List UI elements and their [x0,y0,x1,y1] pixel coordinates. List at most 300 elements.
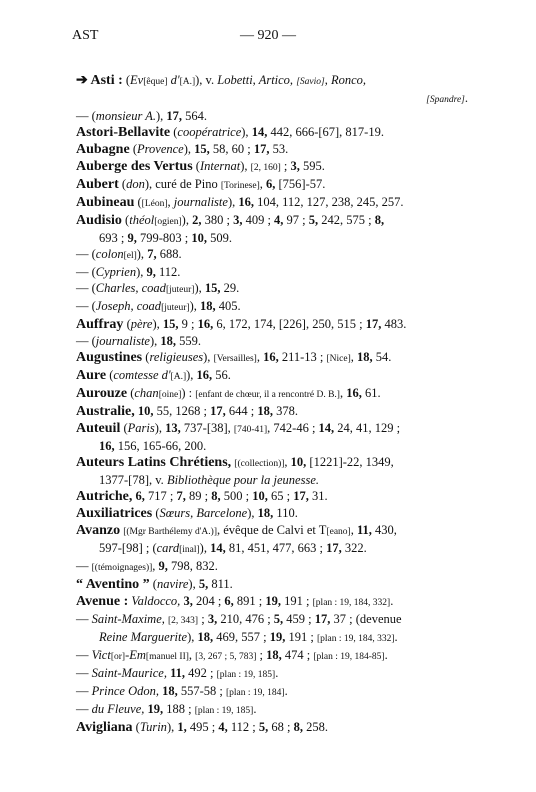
entry-text-run: — ( [76,334,96,348]
entry-text-run: , [259,177,267,191]
entry-text-run: Prince Odon, [91,684,159,698]
entry-text-run: — [76,612,92,626]
entry-text-run: ➔ [76,73,91,88]
entry-text-run: 9 ; [178,317,198,331]
entry-text-run: ( [192,159,200,173]
entry-auteurs-latins-chretiens [76,454,486,472]
entry-text-run: 31. [308,489,328,503]
entry-text-run: Aubineau [76,195,135,210]
entry-text-run: 17, [314,612,331,626]
subentry-monsieur-a [76,108,486,124]
entry-text-run: Avigliana [76,720,133,735]
entry-text-run: 7, [176,489,186,503]
entry-aubagne [76,141,486,158]
entry-auxiliatrices [76,505,486,522]
entry-text-run: 210, 476 ; [217,612,274,626]
entry-text-run: [plan : 19, 184, 332] [312,598,391,608]
entry-text-run: 559. [176,334,202,348]
entry-text-run: Australie, [76,404,135,419]
entry-text-run: — [76,666,92,680]
entry-text-run: 322. [341,541,367,555]
entry-text-run: 4, [218,720,228,734]
entry-asti-continuation [76,90,486,108]
entry-text-run: Vict [91,648,111,662]
entry-text-run: “ Aventino ” [76,577,150,592]
entry-astori-bellavite [76,124,486,141]
subentry-saint-maurice [76,665,486,683]
entry-text-run: 19, [265,594,282,608]
entry-text-run: 6, [266,177,276,191]
entry-text-run: [plan : 19, 185] [194,706,254,716]
entry-text-run: 29. [220,281,240,295]
entry-text-run: ( [122,73,131,87]
entry-text-run: 3, [290,159,300,173]
entry-text-run: Audisio [76,213,122,228]
entry-text-run: Aurouze [76,386,128,401]
entry-text-run: 242, 575 ; [318,213,375,227]
entry-text-run: Auteurs Latins Chrétiens, [76,455,232,470]
entry-text-run: 10, [137,404,154,418]
entry-text-run: 9, [158,559,168,573]
entry-auffray [76,316,486,333]
entry-auteuil [76,420,486,438]
entry-text-run: 15, [162,317,179,331]
entry-text-run: ), [227,195,239,209]
entry-text-run: Reine Marguerite [99,630,188,644]
entry-text-run: Aure [76,368,107,383]
entry-text-run: 18, [266,648,282,662]
entry-audisio-continuation [76,230,486,246]
entry-text-run: 469, 557 ; [213,630,270,644]
entry-text-run: Saint-Maxime, [91,612,165,626]
entry-aubert [76,176,486,194]
entry-text-run: . [464,91,468,105]
entry-auberge-des-vertus [76,158,486,176]
entry-text-run: 1377-[78], v. [99,473,167,487]
entry-text-run: coopératrice [177,125,242,139]
entry-auteuil-continuation [76,438,486,454]
subentry-colonel [76,246,486,264]
entry-text-run: 16, [197,317,214,331]
entry-text-run: 14, [318,421,335,435]
entry-text-run: 500 ; [220,489,253,503]
entry-text-run: 61. [361,386,381,400]
entry-text-run: [manuel II] [145,652,189,662]
entry-text-run: 799-803 ; [136,231,192,245]
entry-text-run: Avenue : [76,594,129,609]
entry-text-run: Internat [199,159,241,173]
entry-aurouze [76,385,486,403]
entry-text-run: ), v. [195,73,218,87]
entry-text-run: Auberge des Vertus [76,159,193,174]
entry-text-run: Turin [139,720,167,734]
entry-text-run: religieuses [149,350,204,364]
entry-text-run: 495 ; [186,720,219,734]
entry-text-run: d' [170,73,180,87]
entry-text-run: 688. [156,247,182,261]
subentry-cyprien [76,264,486,280]
entry-text-run: 17, [210,404,226,418]
entry-text-run: [756]-57. [275,177,326,191]
entry-text-run: [(Mgr Barthélemy d'A.)] [123,527,217,537]
entry-text-run: [inal] [179,545,200,555]
entry-text-run: 6, 172, 174, [226], 250, 515 ; [213,317,366,331]
running-head-section: AST [72,28,99,43]
entry-text-run: [Nice] [326,354,351,364]
entry-text-run: Autriche, [76,489,133,504]
entry-text-run: 4, [274,213,284,227]
subentry-temoignages [76,558,486,576]
entry-text-run: , [324,73,331,87]
entry-avanzo [76,522,486,540]
entry-text-run: 5, [198,577,209,591]
entry-text-run: Auxiliatrices [76,506,153,521]
entry-text-run: ), [136,247,148,261]
entry-text-run: [juteur] [165,285,195,295]
entry-text-run: 3, [183,594,193,608]
entry-text-run: Auteuil [76,421,121,436]
entry-text-run: ), [183,142,195,156]
entry-text-run: , [350,350,358,364]
entry-text-run: 430, [371,523,397,537]
entry-text-run: Provence [136,142,184,156]
entry-text-run: 110. [273,506,298,520]
entry-text-run: 10, [252,489,268,503]
entry-text-run: Cyprien [95,265,137,279]
entry-text-run: card [156,541,180,555]
entry-text-run: Aubert [76,177,119,192]
entry-text-run: 17, [326,541,342,555]
entry-text-run: [êque] [143,77,168,87]
entry-text-run: , [188,648,196,662]
entry-text-run: ), curé de Pino [144,177,221,191]
entry-text-run: ( [149,577,157,591]
entry-text-run: Paris [127,421,155,435]
entry-text-run: [2, 343] [168,616,199,626]
entry-text-run: 380 ; [201,213,234,227]
entry-text-run: — [76,559,92,573]
entry-text-run: ( [127,386,135,400]
entry-text-run: — [76,648,92,662]
entry-text-run: 459 ; [283,612,315,626]
entry-text-run: 442, 666-[67], 817-19. [267,125,384,139]
entry-text-run: 58, 60 ; [209,142,254,156]
entry-text-run: 737-[38], [180,421,234,435]
entry-text-run: [Versailles] [213,354,257,364]
entry-text-run: [juteur] [161,303,190,313]
entry-text-run: 191 ; [285,630,317,644]
entry-text-run: 16, [263,350,279,364]
entry-text-run: ( [121,213,130,227]
entry-text-run: 483. [381,317,407,331]
entry-text-run: don [126,177,145,191]
entry-text-run: 15, [204,281,221,295]
entry-text-run: [740-41] [233,425,268,435]
entry-text-run: — ( [76,109,96,123]
entry-avigliana [76,719,486,736]
entry-avanzo-continuation [76,540,486,558]
page-number: — 920 — [240,28,296,43]
entry-text-run: — [76,702,92,716]
entry-text-run: 54. [372,350,392,364]
entry-text-run: 492 ; [185,666,217,680]
entry-text-run: — ( [76,265,96,279]
entry-text-run: 5, [273,612,284,626]
entry-text-run: 11, [170,666,186,680]
entry-text-run: ( [118,177,127,191]
entry-text-run: Em [129,648,146,662]
entry-text-run: Saint-Maurice, [91,666,167,680]
entry-text-run: 56. [212,368,231,382]
index-entries [76,72,486,736]
entry-text-run: 5, [308,213,319,227]
entry-text-run: 509. [207,231,232,245]
subentry-joseph [76,298,486,316]
entry-text-run: 156, 165-66, 200. [114,439,207,453]
entry-text-run: 55, 1268 ; [153,404,211,418]
entry-text-run: 378. [272,404,298,418]
entry-text-run: ) : [181,386,196,400]
entry-text-run: 644 ; [225,404,258,418]
entry-text-run: . [253,702,257,716]
entry-text-run: 557-58 ; [177,684,226,698]
entry-text-run: — [76,684,92,698]
entry-text-run: 798, 832. [167,559,218,573]
entry-text-run: 15, [194,142,210,156]
entry-text-run: ; [256,648,267,662]
entry-text-run: Avanzo [76,523,121,538]
entry-text-run: , [284,455,291,469]
subentry-saint-maxime-continuation [76,629,486,647]
entry-text-run: [Torinese] [220,181,260,191]
entry-text-run: [Léon] [141,199,168,209]
entry-text-run: 10, [191,231,207,245]
subentry-charles [76,280,486,298]
entry-text-run: ( [134,195,142,209]
entry-text-run: 16, [196,368,213,382]
entry-aventino [76,576,486,593]
entry-text-run: 18, [162,684,178,698]
entry-text-run: Augustines [76,350,143,365]
entry-text-run: 211-13 ; [278,350,327,364]
entry-text-run: 1, [177,720,187,734]
entry-text-run: monsieur A. [95,109,156,123]
entry-text-run: Valdocco, [131,594,181,608]
entry-text-run: ), [149,334,161,348]
entry-text-run: Aubagne [76,142,130,157]
entry-text-run: 18, [357,350,373,364]
entry-text-run: 10, [290,455,307,469]
entry-text-run: 14, [210,541,226,555]
subentry-prince-odon [76,683,486,701]
entry-text-run: ), [181,213,193,227]
entry-text-run: 405. [215,299,241,313]
entry-text-run: - [125,648,130,662]
entry-text-run: — ( [76,299,96,313]
entry-autriche [76,488,486,505]
entry-text-run: 81, 451, 477, 663 ; [225,541,327,555]
entry-text-run: navire [156,577,189,591]
entry-text-run: — ( [76,247,96,261]
entry-text-run: ), [188,577,199,591]
entry-text-run: père [130,317,153,331]
entry-augustines [76,349,486,367]
entry-text-run: 13, [165,421,181,435]
entry-text-run: 18, [199,299,216,313]
entry-text-run: 89 ; [185,489,212,503]
entry-text-run: , [350,523,357,537]
entry-text-run: 204 ; [192,594,225,608]
entry-text-run: 18, [257,506,274,520]
entry-australie [76,403,486,420]
entry-text-run: 17, [253,142,270,156]
entry-text-run: Lobetti, Artico, [217,73,297,87]
entry-text-run: ( [129,142,137,156]
entry-text-run: ; [198,612,208,626]
entry-text-run: 2, [192,213,202,227]
entry-text-run: 19, [269,630,286,644]
running-head [0,28,536,48]
entry-text-run: . [394,630,398,644]
entry-text-run: 5, [258,720,269,734]
entry-text-run: ), [189,299,200,313]
entry-text-run: [plan : 19, 184] [226,688,285,698]
entry-text-run: 14, [251,125,268,139]
entry-text-run: ( [123,317,131,331]
entry-text-run: Auffray [76,317,124,332]
entry-asti [76,72,486,90]
subentry-victor-emmanuel [76,647,486,665]
entry-text-run: , [339,386,347,400]
entry-text-run: — ( [76,281,96,295]
entry-text-run: 104, 112, 127, 238, 245, 257. [253,195,404,209]
entry-text-run: 18, [160,334,177,348]
entry-text-run: [plan : 19, 185] [216,670,276,680]
entry-text-run: 8, [293,720,303,734]
entry-text-run: 17, [365,317,382,331]
entry-text-run: . [384,648,388,662]
entry-text-run: 97 ; [283,213,309,227]
entry-text-run: théol [129,213,155,227]
entry-text-run: ( [120,421,128,435]
entry-text-run: journaliste [173,195,228,209]
subentry-journaliste [76,333,486,349]
entry-text-run: 564. [182,109,208,123]
entry-text-run: 18, [257,404,273,418]
entry-text-run: Joseph, coad [95,299,162,313]
entry-text-run: , [152,559,159,573]
entry-text-run: ), [166,720,178,734]
entry-audisio [76,212,486,230]
entry-text-run: 53. [269,142,289,156]
entry-text-run: 409 ; [242,213,275,227]
entry-text-run: 65 ; [267,489,294,503]
entry-text-run: , évêque de Calvi et T [216,523,327,537]
entry-text-run: [(collection)] [234,459,285,469]
entry-text-run: ( [142,350,150,364]
entry-text-run: 68 ; [268,720,294,734]
entry-text-run: [A.] [179,77,196,87]
entry-text-run: ), [240,159,251,173]
entry-text-run: Astori-Bellavite [76,125,171,140]
entry-text-run: 3, [207,612,218,626]
entry-text-run: ( [152,506,160,520]
entry-text-run: 258. [302,720,328,734]
entry-text-run: [(témoignages)] [91,563,153,573]
entry-text-run: journaliste [95,334,150,348]
entry-text-run: 597-[98] ; ( [99,541,157,555]
entry-text-run: [eano] [326,527,351,537]
subentry-saint-maxime [76,611,486,629]
entry-text-run: 7, [147,247,157,261]
entry-text-run: Ev [130,73,144,87]
entry-text-run: ( [132,720,140,734]
entry-text-run: 811. [208,577,233,591]
entry-auteurs-latins-continuation [76,472,486,488]
entry-text-run: ), [247,506,258,520]
entry-text-run: . [284,684,288,698]
entry-text-run: 191 ; [281,594,313,608]
entry-text-run: ), [155,109,167,123]
entry-text-run: 16, [346,386,362,400]
entry-text-run: [A.] [170,372,187,382]
entry-text-run: Charles, coad [95,281,166,295]
entry-text-run: , 742-46 ; [267,421,319,435]
entry-text-run: Sœurs, Barcelone [159,506,248,520]
entry-text-run: ), [136,265,147,279]
entry-text-run: 8, [211,489,221,503]
entry-text-run: , [167,195,174,209]
entry-text-run: [plan : 19, 184, 332] [316,634,395,644]
entry-text-run: 3, [233,213,243,227]
entry-text-run: 9, [127,231,137,245]
entry-text-run: . [275,666,279,680]
entry-text-run: . [390,594,394,608]
entry-text-run: 474 ; [281,648,314,662]
entry-text-run: 19, [147,702,164,716]
entry-text-run: 6, [135,489,145,503]
entry-text-run: 595. [299,159,325,173]
entry-text-run: [Savio] [296,77,325,87]
entry-text-run: 17, [166,109,183,123]
entry-avenue [76,593,486,611]
entry-text-run: ), [194,281,205,295]
entry-text-run: comtesse d' [113,368,171,382]
entry-text-run: ), [154,421,166,435]
entry-text-run: colon [95,247,124,261]
entry-text-run: ), [199,541,211,555]
entry-text-run: Bibliothèque pour la jeunesse. [166,473,319,487]
entry-text-run: Ronco, [330,73,366,87]
entry-text-run: [el] [123,251,137,261]
entry-text-run: 18, [197,630,214,644]
entry-aubineau [76,194,486,212]
entry-text-run: 11, [356,523,372,537]
entry-text-run: [plan : 19, 184-85] [313,652,385,662]
entry-text-run: [1221]-22, 1349, [306,455,394,469]
entry-text-run: ), [186,368,197,382]
entry-text-run: ( [106,368,114,382]
entry-text-run: 37 ; (devenue [330,612,402,626]
entry-text-run: [oine] [158,390,182,400]
entry-text-run: ), [203,350,214,364]
subentry-du-fleuve [76,701,486,719]
entry-aure [76,367,486,385]
entry-text-run: 9, [146,265,156,279]
entry-text-run: [3, 267 ; 5, 783] [195,652,257,662]
entry-text-run: chan [134,386,159,400]
entry-text-run: 6, [224,594,234,608]
